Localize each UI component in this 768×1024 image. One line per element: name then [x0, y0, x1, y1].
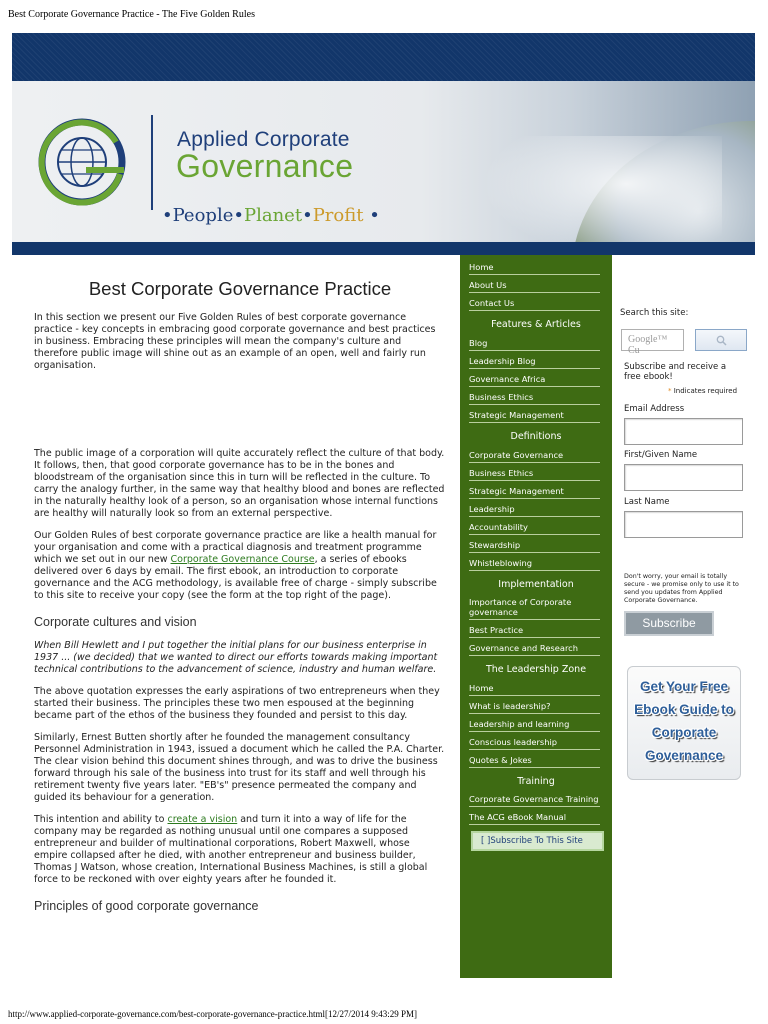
nav-heading-definitions: Definitions [510, 431, 562, 442]
corporate-governance-course-link[interactable]: Corporate Governance Course [170, 554, 315, 565]
email-label: Email Address [624, 404, 685, 414]
nav-quotes-and-jokes[interactable]: Quotes & Jokes [469, 750, 600, 768]
nav-heading-implementation: Implementation [498, 579, 574, 590]
vision-paragraph: This intention and ability to create a vision and turn it into a way of life for the company may be regarded as nothing unusual until one compares a supposed entrepreneur and builder of multinational corporations, Robert Maxwell, whose empire collapsed after he died, with another entrepreneur and business builder, Thomas J Watson, whose creation, International Business Machines, is still a global force to be reckoned with over eighty years after he founded it. [34, 814, 428, 885]
magnifier-icon [716, 335, 727, 346]
subscribe-to-site-link[interactable]: [ ]Subscribe To This Site [471, 831, 604, 851]
nav-home[interactable]: Home [469, 257, 600, 275]
nav-heading-features: Features & Articles [491, 319, 581, 330]
search-label: Search this site: [620, 308, 689, 318]
nav-blog[interactable]: Blog [469, 333, 600, 351]
nav-def-leadership[interactable]: Leadership [469, 499, 600, 517]
culture-paragraph: The public image of a corporation will quite accurately reflect the culture of that body. It follows, then, that good corporate governance has to be in the bones and bloodstream of the organisation since this in turn will be reflected in the culture. To carry the analogy further, in the same way that healthy blood and bones are reflected in the naturally healthy look of a person, so an organisation whose internal functions are healthy will naturally look so from an external perspective. [34, 448, 445, 519]
nav-importance-of-governance[interactable]: Importance of Corporate governance [469, 593, 600, 620]
nav-leadership-home[interactable]: Home [469, 678, 600, 696]
ebook-line-2: Ebook Guide to [634, 702, 734, 717]
nav-def-corporate-governance[interactable]: Corporate Governance [469, 445, 600, 463]
subscribe-promo-text: Subscribe and receive a free ebook! [624, 362, 727, 382]
search-input[interactable]: Google™ Cu [621, 329, 684, 351]
brand-name-line2: Governance [176, 148, 354, 184]
nav-business-ethics[interactable]: Business Ethics [469, 387, 600, 405]
intro-paragraph: In this section we present our Five Golden Rules of best corporate governance practice - key concepts in embracing good corporate governance and best practices in business. Embracing these principles will mean the company's culture and therefore public image will shine out as an example of an open, well and fairly run organisation. [34, 312, 436, 371]
nav-about-us[interactable]: About Us [469, 275, 600, 293]
first-name-label: First/Given Name [624, 450, 698, 460]
nav-conscious-leadership[interactable]: Conscious leadership [469, 732, 600, 750]
tagline-planet: Planet [243, 205, 303, 226]
nav-heading-leadership-zone: The Leadership Zone [485, 664, 587, 675]
nav-contact-us[interactable]: Contact Us [469, 293, 600, 311]
nav-governance-africa[interactable]: Governance Africa [469, 369, 600, 387]
nav-corporate-governance-training[interactable]: Corporate Governance Training [469, 790, 600, 807]
email-field[interactable] [624, 418, 743, 445]
acg-logo-icon [28, 108, 136, 216]
butten-paragraph: Similarly, Ernest Butten shortly after he founded the management consultancy Personnel Administration in 1943, issued a document which he called the P.A. Charter. The clear vision behind this document shines through, and was to drive the business forward through his sale of the business into trust for its staff and well through his retirement twenty five years later. "EB's" presence permeated the company and guided its behaviour for a generation. [34, 732, 445, 803]
content-spacer [34, 382, 446, 448]
nav-def-business-ethics[interactable]: Business Ethics [469, 463, 600, 481]
nav-def-accountability[interactable]: Accountability [469, 517, 600, 535]
last-name-label: Last Name [624, 497, 670, 507]
free-ebook-banner[interactable] [627, 666, 741, 780]
search-button[interactable] [695, 329, 747, 351]
create-a-vision-link[interactable]: create a vision [167, 814, 238, 825]
ebook-line-1: Get Your Free [639, 679, 729, 694]
logo-separator [151, 115, 153, 210]
nav-def-stewardship[interactable]: Stewardship [469, 535, 600, 553]
right-sidebar [620, 255, 755, 978]
site-banner[interactable] [12, 33, 755, 255]
print-header: Best Corporate Governance Practice - The Five Golden Rules [8, 9, 255, 20]
nav-sidebar [460, 255, 612, 978]
nav-governance-and-research[interactable]: Governance and Research [469, 638, 600, 656]
golden-rules-paragraph: Our Golden Rules of best corporate governance practice are like a health manual for your organisation and come with a practical diagnosis and treatment programme which we set out in our new Corporate Governance Course, a series of ebooks delivered over 6 days by email. The first ebook, an introduction to corporate governance and the ACG methodology, is available free of charge - simply subscribe to this site to receive your copy (see the form at the top right of the page). [34, 530, 437, 601]
tagline-profit: Profit [312, 205, 364, 226]
ebook-line-4: Governance [644, 748, 724, 763]
subscribe-button[interactable]: Subscribe [624, 611, 714, 636]
ebook-line-3: Corporate [651, 725, 717, 740]
required-note [668, 387, 737, 395]
brand-tagline: •People•Planet•Profit • [162, 205, 380, 226]
main-content [34, 278, 446, 924]
page-title: Best Corporate Governance Practice [88, 278, 392, 299]
nav-def-strategic-management[interactable]: Strategic Management [469, 481, 600, 499]
required-star: * [668, 387, 672, 395]
required-text: Indicates required [673, 387, 738, 395]
page [12, 33, 755, 978]
banner-top-band [12, 33, 755, 81]
nav-heading-training: Training [517, 776, 555, 787]
nav-def-whistleblowing[interactable]: Whistleblowing [469, 553, 600, 571]
section-heading-cultures: Corporate cultures and vision [34, 615, 197, 629]
privacy-note: Don't worry, your email is totally secure - we promise only to use it to send you updates from Applied Corporate Governance. [624, 573, 739, 604]
section-heading-principles: Principles of good corporate governance [34, 899, 259, 913]
nav-acg-ebook-manual[interactable]: The ACG eBook Manual [469, 807, 600, 825]
nav-best-practice[interactable]: Best Practice [469, 620, 600, 638]
banner-bottom-band [12, 242, 755, 255]
brand-name-line1: Applied Corporate [177, 128, 350, 151]
nav-strategic-management[interactable]: Strategic Management [469, 405, 600, 423]
aspirations-paragraph: The above quotation expresses the early aspirations of two entrepreneurs when they started their business. The principles these two men espoused at the beginning became part of the ethos of the business they founded and persist to this day. [34, 686, 440, 721]
nav-what-is-leadership[interactable]: What is leadership? [469, 696, 600, 714]
tagline-people: People [172, 205, 234, 226]
cloud-image [482, 136, 722, 255]
print-footer: http://www.applied-corporate-governance.com/best-corporate-governance-practice.html[12/27/2014 9:43:29 PM] [8, 1009, 418, 1019]
last-name-field[interactable] [624, 511, 743, 538]
hewlett-quote: When Bill Hewlett and I put together the initial plans for our business enterprise in 1937 ... (we decided) that we wanted to direct our efforts towards making important technical contributions to the advancement of science, industry and human welfare. [34, 640, 438, 675]
nav-leadership-blog[interactable]: Leadership Blog [469, 351, 600, 369]
nav-leadership-and-learning[interactable]: Leadership and learning [469, 714, 600, 732]
first-name-field[interactable] [624, 464, 743, 491]
